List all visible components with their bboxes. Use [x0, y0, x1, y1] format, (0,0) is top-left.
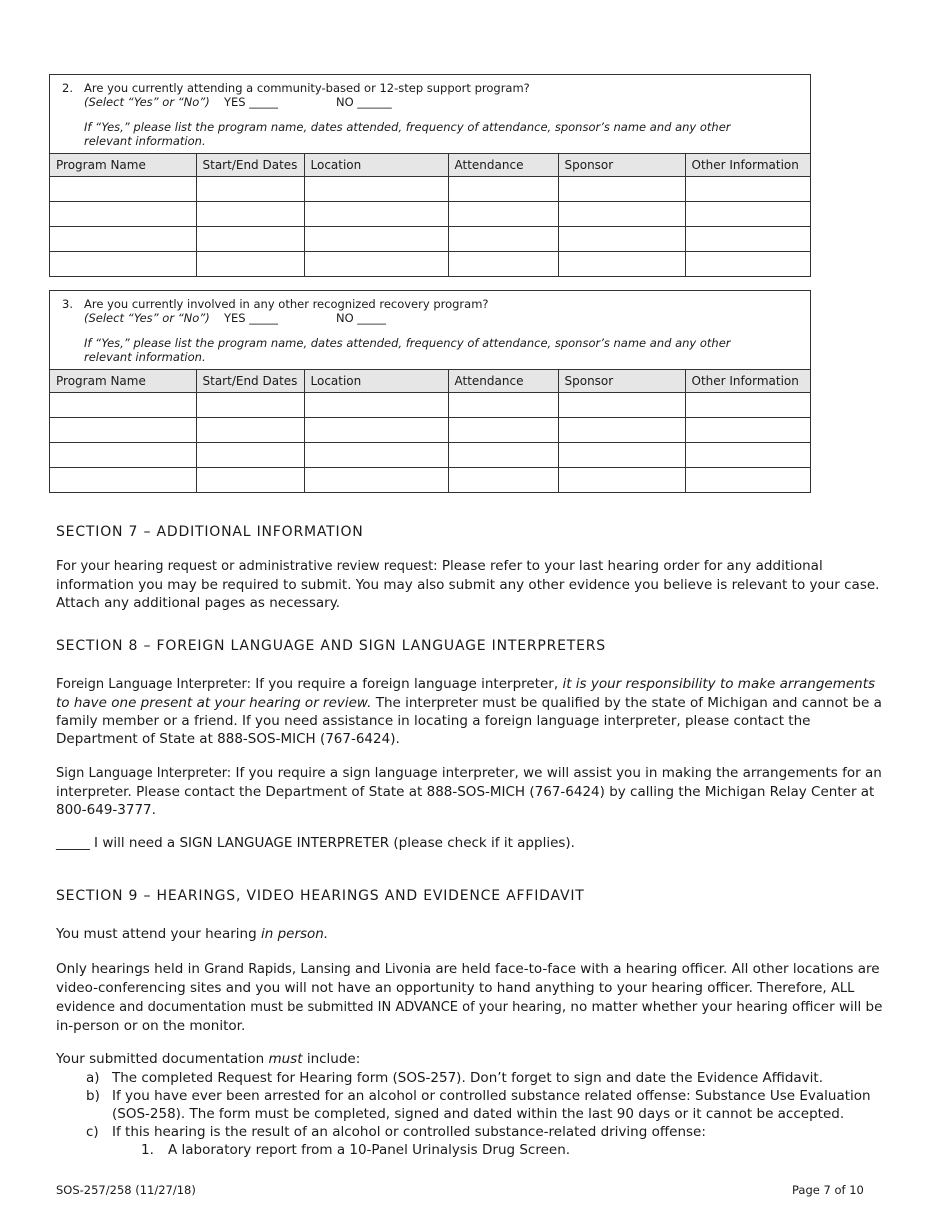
column-header: Program Name [50, 154, 196, 177]
paragraph-label: For your hearing request or administrative review request: [56, 559, 438, 574]
column-header: Location [304, 154, 448, 177]
list-instruction: If “Yes,” please list the program name, dates attended, frequency of attendance, sponsor’s name and any other relevant information. [84, 120, 731, 148]
question-number: 3. [62, 297, 73, 311]
attend-paragraph [56, 925, 892, 943]
paragraph-text: If you require a sign language interpreter, we will assist you in making the arrangements for an interpreter. Please contact the Department of State at 888-SOS-MICH (767-6424) by calling the Michigan Relay Center at 800-649-3777. [56, 765, 882, 818]
question-3-box [49, 290, 811, 493]
column-header: Sponsor [558, 370, 685, 393]
punctuation: , [291, 961, 297, 977]
city-name: Lansing [300, 962, 351, 977]
question-text: Are you currently involved in any other recognized recovery program? [84, 297, 489, 311]
form-id: SOS-257/258 (11/27/18) [56, 1183, 196, 1197]
table-row[interactable] [50, 177, 810, 202]
paragraph-text: , no matter whether your hearing officer will be in-person or on the monitor. [56, 999, 883, 1034]
yes-field[interactable]: YES _____ [224, 311, 278, 325]
section-7-heading: SECTION 7 – ADDITIONAL INFORMATION [56, 524, 364, 540]
page-number: Page 7 of 10 [792, 1183, 864, 1197]
column-header: Other Information [685, 154, 810, 177]
paragraph-text: You must attend your hearing [56, 926, 257, 942]
question-text: Are you currently attending a community-based or 12-step support program? [84, 81, 530, 95]
table-row[interactable] [50, 443, 810, 468]
paragraph-text: The interpreter must be qualified by the state of Michigan and cannot be a family member or a friend. If you need assistance in locating a foreign language interpreter, please contact the Department of State at 888-SOS-MICH (767-6424). [56, 695, 882, 747]
list-item [56, 1087, 892, 1123]
list-subitem [56, 1141, 892, 1159]
paragraph-emphasis: it is your responsibility to make arrangements to have one present at your hearing or review. [56, 676, 876, 711]
list-item-text: The completed Request for Hearing form (SOS-257). Don’t forget to sign and date the Evidence Affidavit. [112, 1070, 823, 1086]
select-instruction: (Select “Yes” or “No”) [84, 311, 210, 325]
question-2-box [49, 74, 811, 277]
paragraph-text: Your submitted documentation [56, 1051, 265, 1067]
paragraph-label: Foreign Language Interpreter: [56, 677, 251, 692]
list-item-text: A laboratory report from a 10-Panel Urinalysis Drug Screen. [168, 1142, 571, 1158]
section-7-paragraph [56, 557, 892, 612]
city-name: Grand Rapids [204, 962, 292, 977]
paragraph-emphasis: in person. [260, 926, 329, 942]
paragraph-text: Please refer to your last hearing order for any additional information you may be required to submit. You may also submit any other evidence you believe is relevant to your case. Attach any additional pages as necessary. [56, 558, 880, 611]
section-9-heading: SECTION 9 – HEARINGS, VIDEO HEARINGS AND EVIDENCE AFFIDAVIT [56, 888, 585, 904]
table-header-row [50, 154, 810, 177]
column-header: Attendance [448, 370, 558, 393]
question-number: 2. [62, 81, 73, 95]
column-header: Start/End Dates [196, 154, 304, 177]
list-item [56, 1123, 892, 1141]
paragraph-label: Sign Language Interpreter: [56, 766, 232, 781]
list-instruction: If “Yes,” please list the program name, dates attended, frequency of attendance, sponsor’s name and any other relevant information. [84, 336, 731, 364]
list-marker: c) [86, 1124, 99, 1140]
table-row[interactable] [50, 393, 810, 418]
program-table [50, 369, 810, 492]
paragraph-emphasis: must [268, 1051, 303, 1067]
list-marker: a) [86, 1070, 100, 1086]
list-item-text: If you have ever been arrested for an alcohol or controlled substance related offense: Substance Use Evaluation (SOS-258). The form must be completed, signed and dated within the last 90 days or it cannot be accepted. [112, 1088, 871, 1122]
table-row[interactable] [50, 252, 810, 277]
table-row[interactable] [50, 418, 810, 443]
select-instruction: (Select “Yes” or “No”) [84, 95, 210, 109]
paragraph-text: include: [306, 1051, 361, 1067]
foreign-interpreter-paragraph [56, 675, 892, 748]
column-header: Start/End Dates [196, 370, 304, 393]
sign-interpreter-paragraph [56, 764, 892, 819]
yes-field[interactable]: YES _____ [224, 95, 278, 109]
no-field[interactable]: NO _____ [336, 311, 387, 325]
column-header: Sponsor [558, 154, 685, 177]
table-row[interactable] [50, 202, 810, 227]
sign-interpreter-checkline[interactable]: _____ I will need a SIGN LANGUAGE INTERPRETER (please check if it applies). [56, 835, 575, 851]
table-row[interactable] [50, 468, 810, 493]
paragraph-text: are held face-to-face with a hearing officer. All other locations are video-conferencing sites and you will not have an opportunity to hand anything to your hearing officer. Therefore, [56, 961, 880, 996]
table-row[interactable] [50, 227, 810, 252]
paragraph-text: and [355, 961, 381, 977]
column-header: Location [304, 370, 448, 393]
column-header: Program Name [50, 370, 196, 393]
paragraph-text: If you require a foreign language interpreter, [255, 676, 559, 692]
documentation-list [56, 1069, 892, 1159]
list-marker: b) [86, 1088, 100, 1104]
no-field[interactable]: NO ______ [336, 95, 392, 109]
paragraph-text: Only hearings held in [56, 961, 200, 977]
section-8-heading: SECTION 8 – FOREIGN LANGUAGE AND SIGN LANGUAGE INTERPRETERS [56, 638, 606, 654]
list-marker: 1. [141, 1142, 154, 1158]
program-table [50, 153, 810, 276]
table-header-row [50, 370, 810, 393]
paragraph-emphasis: ALL evidence and documentation must be submitted IN ADVANCE of your hearing [56, 981, 855, 1015]
list-item-text: If this hearing is the result of an alcohol or controlled substance-related driving offense: [112, 1124, 706, 1140]
list-item [56, 1069, 892, 1087]
city-name: Livonia [384, 962, 432, 977]
video-hearing-paragraph [56, 960, 892, 1035]
column-header: Attendance [448, 154, 558, 177]
documentation-intro [56, 1050, 892, 1068]
column-header: Other Information [685, 370, 810, 393]
